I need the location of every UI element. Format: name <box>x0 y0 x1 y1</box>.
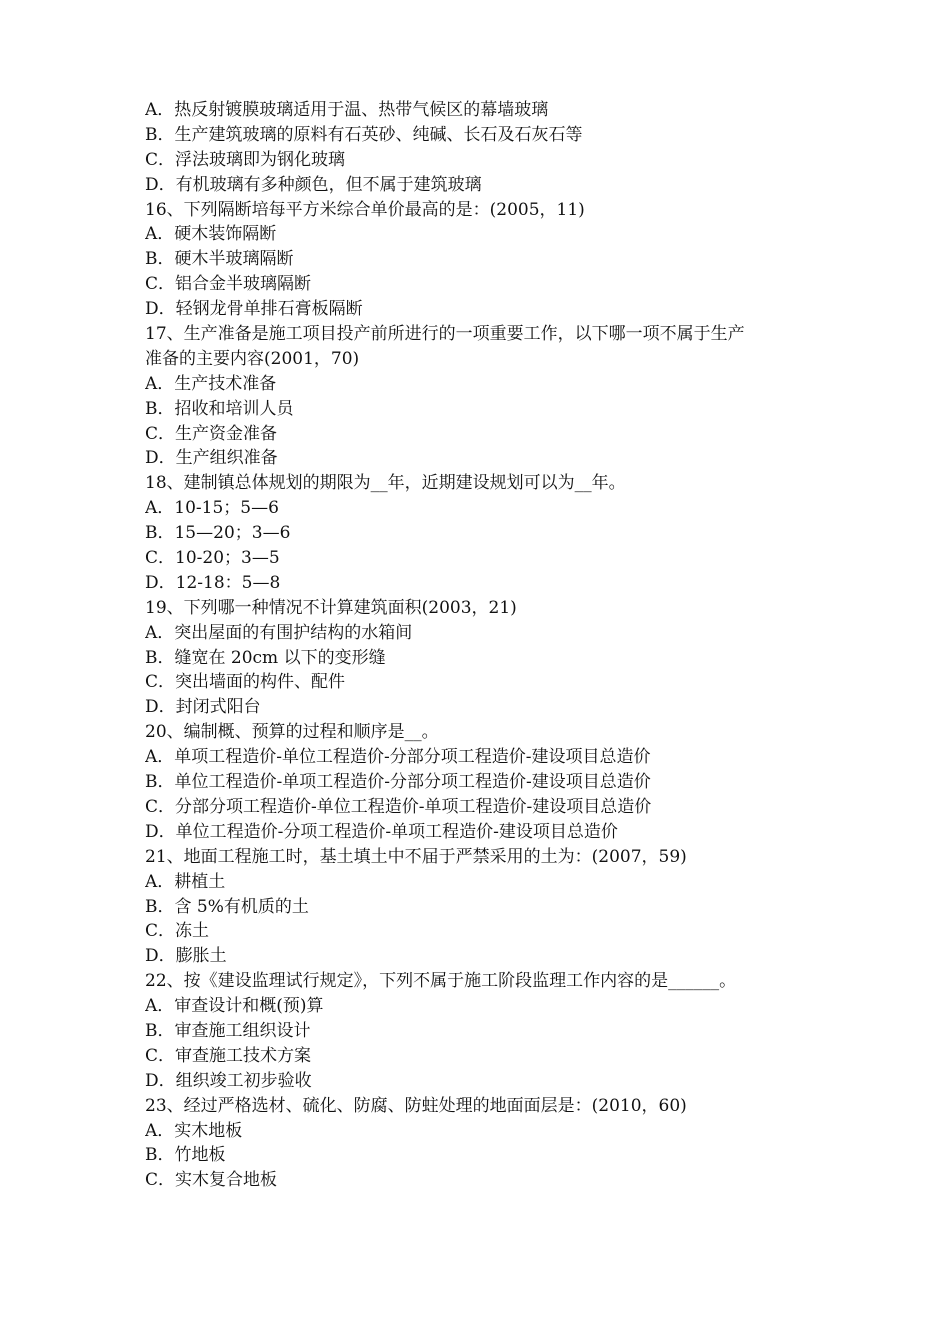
text-line: B．生产建筑玻璃的原料有石英砂、纯碱、长石及石灰石等 <box>145 124 583 145</box>
text-line: A．生产技术准备 <box>145 373 277 394</box>
question-text: 23、经过严格选材、硫化、防腐、防蛀处理的地面面层是：(2010，60) <box>145 1095 687 1116</box>
text-line: C．10-20；3—5 <box>145 548 280 569</box>
text-line: D．膨胀土 <box>145 946 227 967</box>
text-line: A．耕植土 <box>145 871 226 892</box>
text-line: A．单项工程造价-单位工程造价-分部分项工程造价-建设项目总造价 <box>145 747 651 768</box>
text-line: D．轻钢龙骨单排石膏板隔断 <box>145 299 363 320</box>
text-line: C．审查施工技术方案 <box>145 1045 312 1066</box>
text-line: C．浮法玻璃即为钢化玻璃 <box>145 149 346 170</box>
document-body <box>145 98 825 1193</box>
question-text: 21、地面工程施工时，基土填土中不届于严禁采用的土为：(2007，59) <box>145 846 687 867</box>
question-text: 18、建制镇总体规划的期限为__年，近期建设规划可以为__年。 <box>145 473 626 494</box>
text-line: B．审查施工组织设计 <box>145 1020 311 1041</box>
text-line: D．单位工程造价-分项工程造价-单项工程造价-建设项目总造价 <box>145 821 618 842</box>
text-line: B．硬木半玻璃隔断 <box>145 249 294 270</box>
text-line: B．15—20；3—6 <box>145 523 291 544</box>
text-line: D．生产组织准备 <box>145 448 278 469</box>
text-line: C．分部分项工程造价-单位工程造价-单项工程造价-建设项目总造价 <box>145 796 652 817</box>
question-text: 16、下列隔断培每平方米综合单价最高的是：(2005，11) <box>145 199 585 220</box>
text-line: C．铝合金半玻璃隔断 <box>145 274 312 295</box>
text-line: D．12-18：5—8 <box>145 572 281 593</box>
text-line: A．10-15；5—6 <box>145 498 279 519</box>
text-line: B．单位工程造价-单项工程造价-分部分项工程造价-建设项目总造价 <box>145 772 651 793</box>
text-line: C．实木复合地板 <box>145 1170 278 1191</box>
text-line: B．缝宽在 20cm 以下的变形缝 <box>145 647 386 668</box>
text-line: D．封闭式阳台 <box>145 697 261 718</box>
text-line: B．竹地板 <box>145 1145 226 1166</box>
question-text: 19、下列哪一种情况不计算建筑面积(2003，21) <box>145 597 517 618</box>
text-line: A．突出屋面的有围护结构的水箱间 <box>145 622 413 643</box>
text-line: 准备的主要内容(2001，70) <box>145 348 360 369</box>
text-line: A．硬木装饰隔断 <box>145 224 277 245</box>
text-line: A．审查设计和概(预)算 <box>145 996 324 1017</box>
text-line: A．热反射镀膜玻璃适用于温、热带气候区的幕墙玻璃 <box>145 100 549 120</box>
text-line: C．冻土 <box>145 921 210 942</box>
text-line: D．组织竣工初步验收 <box>145 1070 312 1091</box>
text-line: A．实木地板 <box>145 1120 243 1141</box>
question-text: 20、编制概、预算的过程和顺序是__。 <box>145 722 439 743</box>
question-text: 17、生产准备是施工项目投产前所进行的一项重要工作，以下哪一项不属于生产 <box>145 324 745 345</box>
text-line: B．含 5%有机质的土 <box>145 896 309 917</box>
text-line: D．有机玻璃有多种颜色，但不属于建筑玻璃 <box>145 174 482 195</box>
text-line: C．生产资金准备 <box>145 423 278 444</box>
text-line: C．突出墙面的构件、配件 <box>145 672 346 693</box>
text-line: B．招收和培训人员 <box>145 398 294 419</box>
question-text: 22、按《建设监理试行规定》，下列不属于施工阶段监理工作内容的是______。 <box>145 971 737 992</box>
